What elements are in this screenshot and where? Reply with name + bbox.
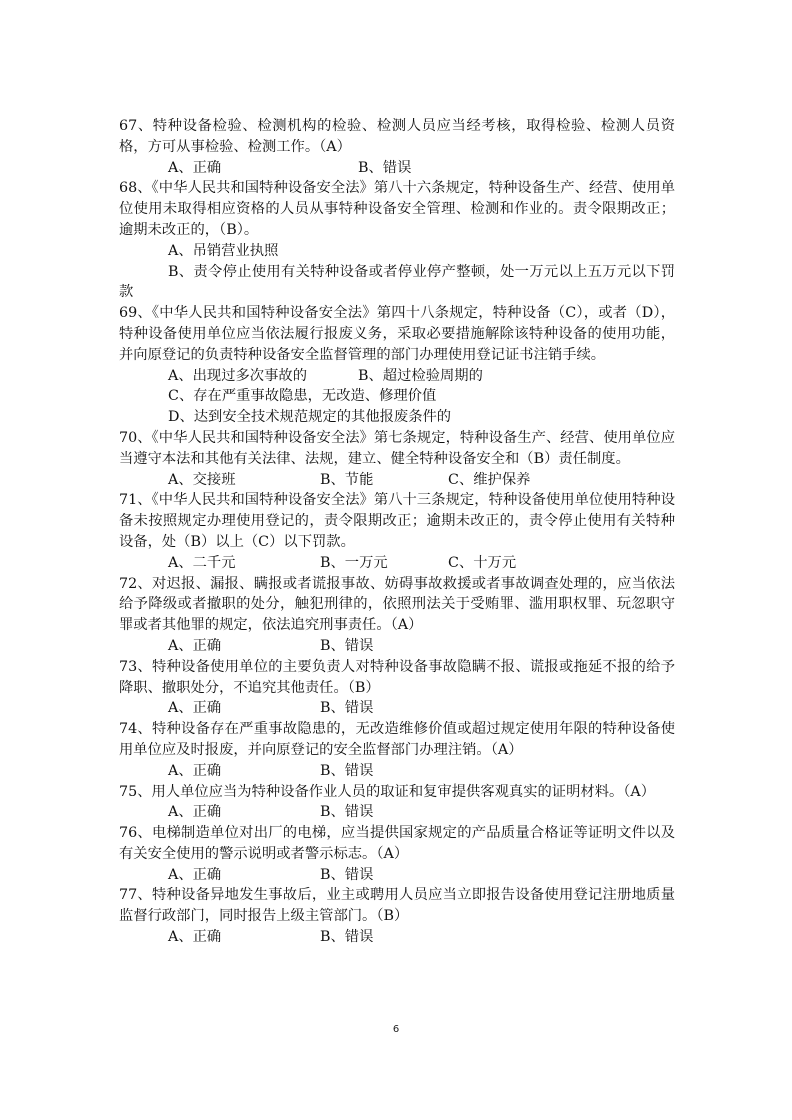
- option-b: B、错误: [320, 929, 374, 946]
- question-text: 71、《中华人民共和国特种设备安全法》第八十三条规定，特种设备使用单位使用特种设备未按照规定办理使用登记的，责令限期改正；逾期未改正的，责令停止使用有关特种设备，处（B）以上（C）以下罚款。: [119, 492, 675, 550]
- option-d: D、达到安全技术规范规定的其他报废条件的: [168, 409, 452, 426]
- question-67: [119, 116, 675, 178]
- option-b: B、节能: [320, 471, 374, 488]
- option-row: [119, 158, 675, 179]
- option-c: C、维护保养: [448, 471, 531, 488]
- question-text: 77、特种设备异地发生事故后，业主或聘用人员应当立即报告设备使用登记注册地质量监督行政部门，同时报告上级主管部门。（B）: [119, 887, 675, 925]
- option-a: A、正确: [168, 637, 222, 654]
- question-68: [119, 178, 675, 303]
- question-list: [119, 116, 675, 948]
- option-c: C、存在严重事故隐患，无改造、修理价值: [168, 388, 437, 405]
- option-b: B、超过检验周期的: [358, 367, 483, 384]
- question-text: 75、用人单位应当为特种设备作业人员的取证和复审提供客观真实的证明材料。（A）: [119, 783, 656, 800]
- question-75: [119, 782, 675, 824]
- option-a: A、正确: [168, 866, 222, 883]
- option-row: [119, 761, 675, 782]
- option-a: A、正确: [168, 762, 222, 779]
- question-text: 67、特种设备检验、检测机构的检验、检测人员应当经考核，取得检验、检测人员资格，方可从事检验、检测工作。（A）: [119, 118, 675, 155]
- page-number: 6: [392, 1024, 400, 1035]
- option-b: B、责令停止使用有关特种设备或者停业停产整顿，处一万元以上五万元以下罚款: [119, 263, 675, 301]
- question-77: [119, 885, 675, 947]
- option-a: A、出现过多次事故的: [168, 367, 307, 384]
- question-text: 73、特种设备使用单位的主要负责人对特种设备事故隐瞒不报、谎报或拖延不报的给予降职、撤职处分，不追究其他责任。（B）: [119, 658, 675, 696]
- question-70: [119, 428, 675, 490]
- option-row: [119, 927, 675, 948]
- option-b: B、错误: [320, 700, 374, 717]
- question-73: [119, 657, 675, 719]
- option-row: [119, 553, 675, 574]
- option-a: A、正确: [168, 929, 222, 946]
- option-b: B、错误: [320, 804, 374, 821]
- option-c: C、十万元: [448, 554, 517, 571]
- question-text: 76、电梯制造单位对出厂的电梯，应当提供国家规定的产品质量合格证等证明文件以及有关安全使用的警示说明或者警示标志。（A）: [119, 825, 675, 862]
- option-b: B、错误: [320, 762, 374, 779]
- question-text: 72、对迟报、漏报、瞒报或者谎报事故、妨碍事故救援或者事故调查处理的，应当依法给予降级或者撤职的处分，触犯刑律的，依照刑法关于受贿罪、滥用职权罪、玩忽职守罪或者其他罪的规定，依法追究刑事责任。（A）: [119, 575, 675, 634]
- question-text: 70、《中华人民共和国特种设备安全法》第七条规定，特种设备生产、经营、使用单位应当遵守本法和其他有关法律、法规，建立、健全特种设备安全和（B）责任制度。: [119, 429, 675, 467]
- option-b: B、错误: [358, 159, 412, 176]
- option-a: A、正确: [168, 804, 222, 821]
- question-69: [119, 303, 675, 428]
- question-text: 74、特种设备存在严重事故隐患的，无改造维修价值或超过规定使用年限的特种设备使用单位应及时报废，并向原登记的安全监督部门办理注销。（A）: [119, 721, 675, 758]
- question-71: [119, 490, 675, 573]
- option-a: A、正确: [168, 700, 222, 717]
- option-b: B、错误: [320, 866, 374, 883]
- option-row: [119, 366, 675, 387]
- option-row: [119, 698, 675, 719]
- option-row: [119, 470, 675, 491]
- option-row: [119, 802, 675, 823]
- option-a: A、正确: [168, 159, 222, 176]
- option-row: [119, 865, 675, 886]
- option-b: B、错误: [320, 637, 374, 654]
- question-text: 69、《中华人民共和国特种设备安全法》第四十八条规定，特种设备（C），或者（D），特种设备使用单位应当依法履行报废义务，采取必要措施解除该特种设备的使用功能，并向原登记的负责特种设备安全监督管理的部门办理使用登记证书注销手续。: [119, 305, 675, 363]
- question-76: [119, 823, 675, 885]
- question-72: [119, 574, 675, 657]
- question-74: [119, 719, 675, 781]
- option-a: A、交接班: [168, 471, 236, 488]
- option-a: A、吊销营业执照: [168, 242, 279, 259]
- option-b: B、一万元: [320, 554, 388, 571]
- option-a: A、二千元: [168, 554, 236, 571]
- option-row: [119, 636, 675, 657]
- question-text: 68、《中华人民共和国特种设备安全法》第八十六条规定，特种设备生产、经营、使用单位使用未取得相应资格的人员从事特种设备安全管理、检测和作业的。责令限期改正；逾期未改正的，（B）。: [119, 180, 675, 238]
